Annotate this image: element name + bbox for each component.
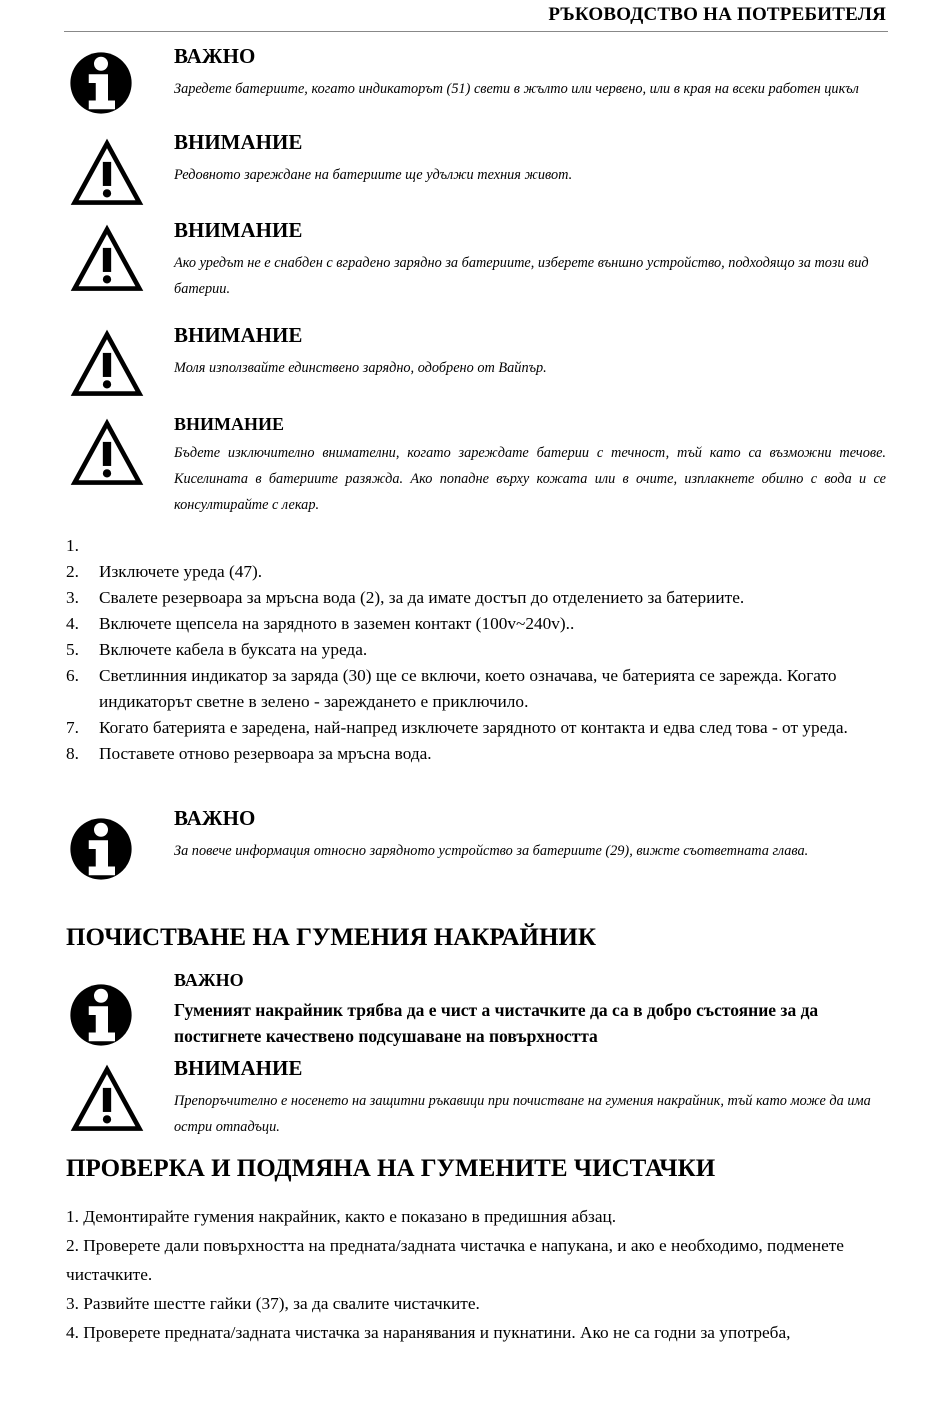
page-header [64, 0, 888, 32]
list-item: 3. Свалете резервоара за мръсна вода (2), за да имате достъп до отделението за батериите. [66, 588, 745, 607]
list-item: 5. Включете кабела в буксата на уреда. [66, 640, 368, 659]
notice-text: Препоръчително е носенето на защитни ръкавици при почистване на гумения накрайник, тъй като може да има остри отпадъци. [174, 1093, 871, 1135]
notice-heading: ВАЖНО [174, 44, 256, 68]
list-item: 8. Поставете отново резервоара за мръсна вода. [66, 744, 432, 763]
warning-icon [68, 1062, 146, 1136]
notice-text: Ако уредът не е снабден с вградено зарядно за батериите, изберете външно устройство, подходящо за този вид батерии. [174, 255, 869, 297]
notice-text: Редовното зареждане на батериите ще удължи техния живот. [174, 167, 573, 183]
notice-text: Бъдете изключително внимателни, когато зареждате батерии с течност, тъй като са възможни течове. Киселината в батериите разяжда. Ако попадне върху кожата или в очите, изплакнете обилно с вода и се консултирайте с лекар. [174, 445, 886, 513]
list-item: 1. [66, 536, 79, 555]
section-title-blade-replacement: ПРОВЕРКА И ПОДМЯНА НА ГУМЕНИТЕ ЧИСТАЧКИ [66, 1155, 716, 1182]
blade-steps-list [66, 1202, 892, 1347]
list-item: 2. Проверете дали повърхността на предната/задната чистачка е напукана, и ако е необходимо, подменете чистачките. [66, 1236, 844, 1284]
notice-warning-acid [66, 414, 888, 514]
notice-heading: ВАЖНО [174, 970, 244, 990]
notice-text: За повече информация относно зарядното устройство за батериите (29), вижте съответната глава. [174, 843, 809, 859]
notice-heading: ВНИМАНИЕ [174, 218, 303, 242]
info-icon [66, 814, 136, 884]
list-item: 6. Светлинния индикатор за заряда (30) ще се включи, което означава, че батерията се зарежда. Когато индикаторът светне в зелено - зареждането е приключило. [66, 666, 837, 711]
notice-warning-approved-charger [66, 323, 888, 399]
notice-text: Заредете батериите, когато индикаторът (51) свети в жълто или червено, или в края на всеки работен цикъл [174, 81, 859, 97]
notice-text: Моля използвайте единствено зарядно, одобрено от Вайпър. [174, 360, 547, 376]
notice-warning-regular-charging [66, 130, 888, 204]
notice-warning-external-charger [66, 218, 888, 298]
warning-icon [68, 222, 146, 296]
list-item: 4. Включете щепсела на зарядното в заземен контакт (100v~240v).. [66, 614, 575, 633]
list-item: 7. Когато батерията е заредена, най-напред изключете зарядното от контакта и едва след това - от уреда. [66, 718, 848, 737]
list-item: 2. Изключете уреда (47). [66, 562, 263, 581]
list-item: 4. Проверете предната/задната чистачка за наранявания и пукнатини. Ако не са годни за употреба, [66, 1323, 791, 1342]
info-icon [66, 48, 136, 118]
manual-title: РЪКОВОДСТВО НА ПОТРЕБИТЕЛЯ [548, 4, 886, 25]
notice-important-squeegee [66, 970, 888, 1050]
notice-heading: ВНИМАНИЕ [174, 130, 303, 154]
notice-heading: ВНИМАНИЕ [174, 414, 285, 434]
notice-heading: ВАЖНО [174, 806, 256, 830]
section-title-squeegee-cleaning: ПОЧИСТВАНЕ НА ГУМЕНИЯ НАКРАЙНИК [66, 924, 597, 951]
warning-icon [68, 136, 146, 210]
notice-heading: ВНИМАНИЕ [174, 323, 303, 347]
notice-important-charger-info [66, 806, 888, 886]
info-icon [66, 980, 136, 1050]
charging-steps-list [66, 533, 890, 767]
notice-warning-gloves [66, 1056, 888, 1136]
notice-heading: ВНИМАНИЕ [174, 1056, 303, 1080]
notice-important-charge-timing [66, 44, 888, 124]
warning-icon [68, 416, 146, 490]
warning-icon [68, 327, 146, 401]
list-item: 3. Развийте шестте гайки (37), за да свалите чистачките. [66, 1294, 480, 1313]
notice-text: Гуменият накрайник трябва да е чист а чистачките да са в добро състояние за да постигнете качествено подсушаване на повърхността [174, 1000, 819, 1046]
list-item: 1. Демонтирайте гумения накрайник, както е показано в предишния абзац. [66, 1207, 617, 1226]
